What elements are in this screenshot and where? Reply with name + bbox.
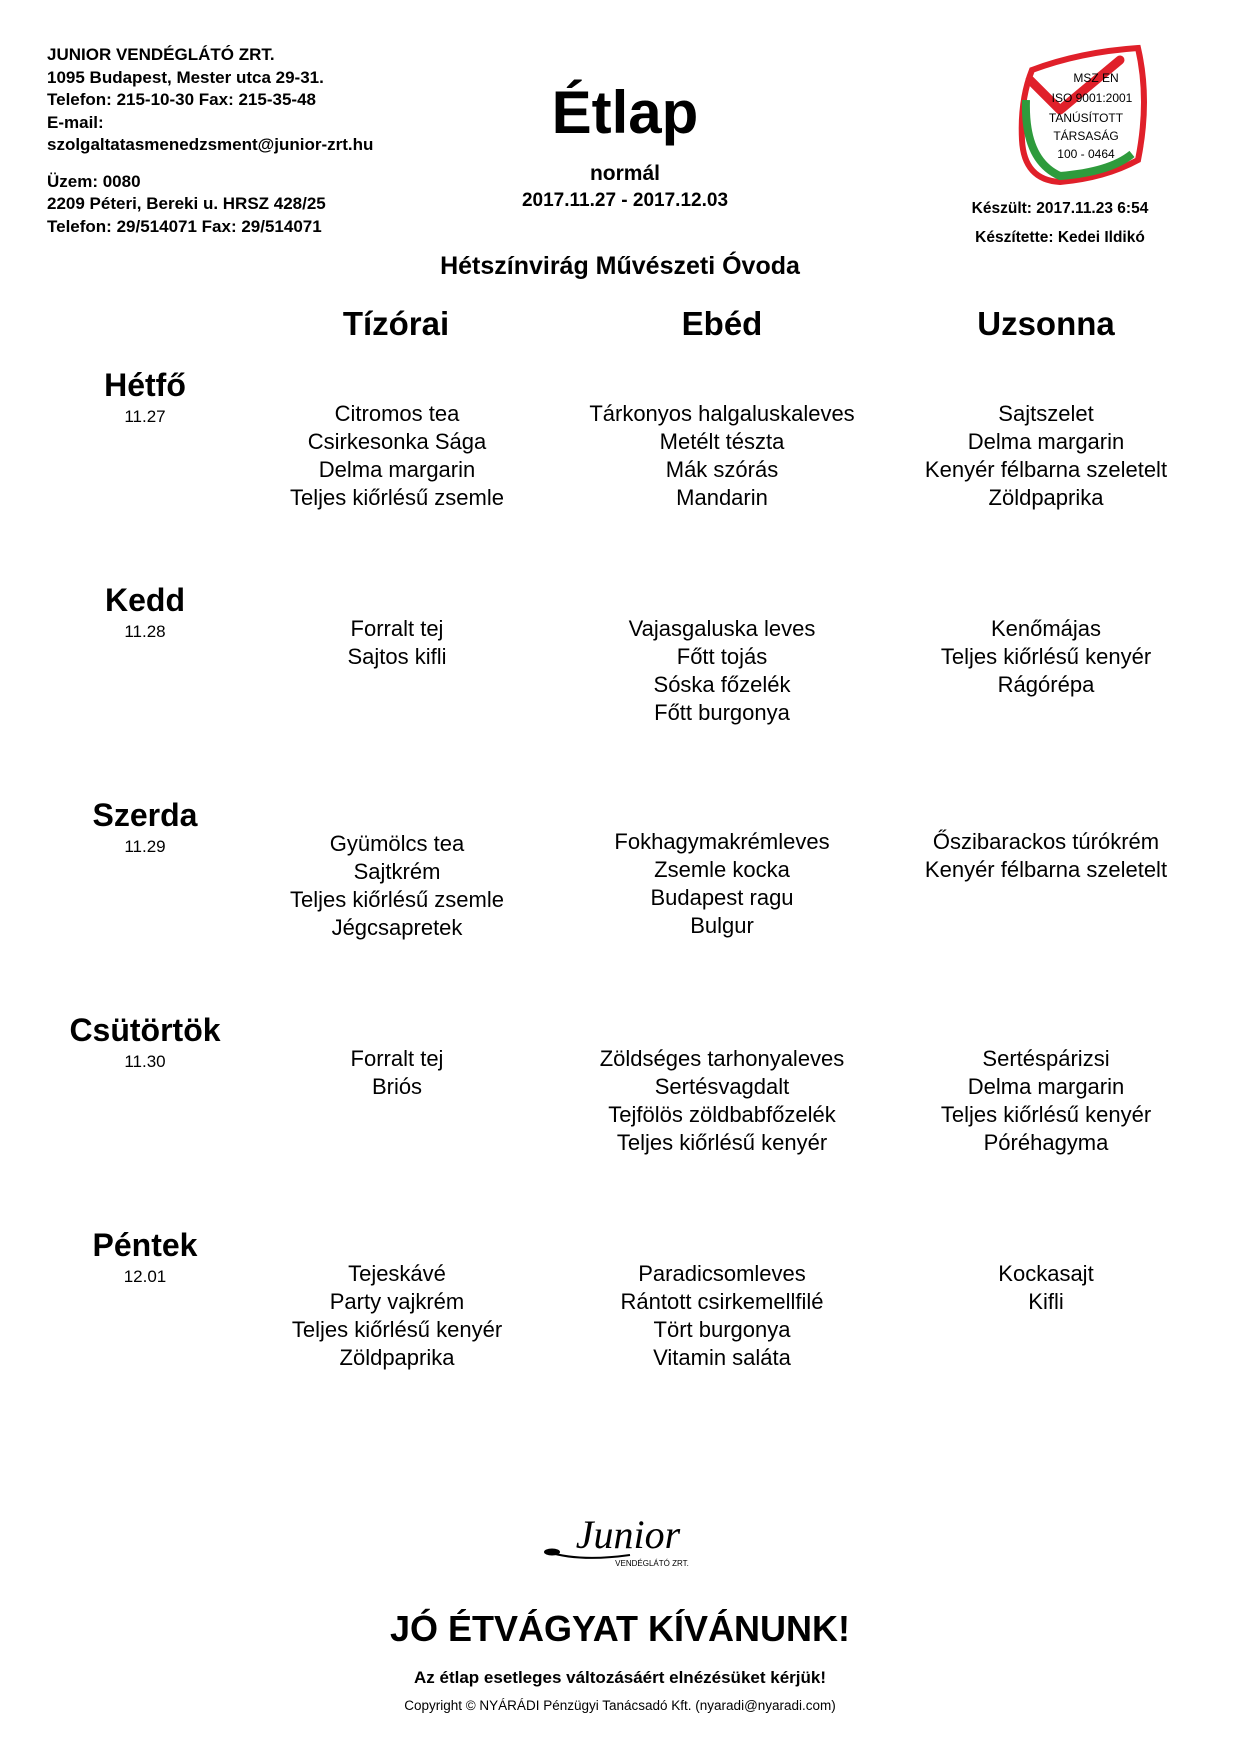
spoon-icon	[544, 1549, 560, 1556]
column-header-ebed: Ebéd	[681, 305, 763, 342]
plant-phone: Telefon: 29/514071 Fax: 29/514071	[47, 216, 322, 236]
menu-item: Vajasgaluska leves	[628, 616, 816, 641]
menu-item: Főtt burgonya	[654, 700, 790, 725]
meal-cell-uzsonna	[886, 1045, 1206, 1157]
menu-item: Gyümölcs tea	[329, 831, 465, 856]
copyright: Copyright © NYÁRÁDI Pénzügyi Tanácsadó Kft. (nyaradi@nyaradi.com)	[404, 1698, 836, 1713]
made-by: Készítette: Kedei Ildikó	[975, 229, 1145, 246]
menu-item: Tört burgonya	[653, 1317, 791, 1342]
day-date: 11.30	[124, 1052, 166, 1071]
menu-item: Sertésvagdalt	[654, 1074, 790, 1099]
meal-cell-ebed	[562, 400, 882, 512]
company-email: szolgaltatasmenedzsment@junior-zrt.hu	[47, 135, 374, 154]
company-info	[47, 44, 373, 238]
menu-item: Rágórépa	[997, 672, 1095, 697]
menu-header	[420, 80, 830, 214]
logo-tagline: VENDÉGLÁTÓ ZRT.	[615, 1559, 689, 1568]
junior-logo	[540, 1508, 710, 1578]
meal-cell-uzsonna	[886, 615, 1206, 699]
menu-item: Kifli	[1028, 1289, 1064, 1314]
menu-item: Sajtos kifli	[347, 644, 447, 669]
day-date: 11.27	[124, 407, 166, 426]
cert-line-1: MSZ EN	[1073, 71, 1119, 85]
menu-item: Delma margarin	[318, 457, 476, 482]
menu-item: Őszibarackos túrókrém	[932, 829, 1160, 854]
day-label	[45, 1010, 245, 1072]
plant-id: Üzem: 0080	[47, 171, 141, 191]
menu-item: Forralt tej	[350, 1046, 444, 1071]
meal-cell-ebed	[562, 1260, 882, 1372]
day-date: 12.01	[123, 1267, 167, 1286]
menu-item: Zöldpaprika	[339, 1345, 455, 1370]
meal-cell-uzsonna	[886, 400, 1206, 512]
meal-cell-ebed	[562, 828, 882, 940]
menu-item: Vitamin saláta	[653, 1345, 791, 1370]
menu-type: normál	[589, 162, 660, 185]
menu-item: Kenyér félbarna szeletelt	[924, 857, 1168, 882]
menu-item: Teljes kiőrlésű zsemle	[290, 887, 504, 912]
menu-item: Rántott csirkemellfilé	[620, 1289, 824, 1314]
menu-item: Citromos tea	[334, 401, 460, 426]
day-name: Kedd	[105, 582, 185, 618]
meal-cell-uzsonna	[886, 1260, 1206, 1316]
menu-item: Sajtszelet	[998, 401, 1094, 426]
menu-item: Teljes kiőrlésű zsemle	[290, 485, 504, 510]
meal-cell-tizorai	[237, 615, 557, 671]
menu-item: Póréhagyma	[983, 1130, 1109, 1155]
change-note: Az étlap esetleges változásáért elnézésüket kérjük!	[414, 1668, 826, 1687]
cert-line-2: ISO 9001:2001	[1051, 91, 1133, 105]
day-name: Péntek	[92, 1227, 198, 1263]
menu-item: Zöldséges tarhonyaleves	[599, 1046, 845, 1071]
menu-item: Delma margarin	[967, 1074, 1125, 1099]
menu-item: Party vajkrém	[329, 1289, 465, 1314]
meal-cell-tizorai	[237, 830, 557, 942]
menu-item: Mák szórás	[665, 457, 779, 482]
menu-item: Tejfölös zöldbabfőzelék	[608, 1102, 836, 1127]
company-name: JUNIOR VENDÉGLÁTÓ ZRT.	[47, 45, 275, 64]
day-name: Hétfő	[104, 367, 186, 403]
column-header-uzsonna: Uzsonna	[977, 305, 1115, 342]
menu-item: Kockasajt	[998, 1261, 1094, 1286]
company-address: 1095 Budapest, Mester utca 29-31.	[47, 67, 324, 87]
menu-item: Metélt tészta	[659, 429, 785, 454]
day-label	[45, 795, 245, 857]
menu-item: Mandarin	[676, 485, 768, 510]
menu-item: Zöldpaprika	[988, 485, 1104, 510]
menu-item: Teljes kiőrlésű kenyér	[940, 644, 1152, 669]
meal-cell-tizorai	[237, 1260, 557, 1372]
menu-item: Teljes kiőrlésű kenyér	[940, 1102, 1152, 1127]
made-date: Készült: 2017.11.23 6:54	[971, 200, 1149, 217]
menu-item: Sertéspárizsi	[982, 1046, 1110, 1071]
column-header-tizorai: Tízórai	[342, 305, 450, 342]
menu-item: Kenőmájas	[990, 616, 1102, 641]
page-title: Étlap	[551, 79, 699, 146]
menu-item: Csirkesonka Sága	[307, 429, 487, 454]
menu-item: Zsemle kocka	[654, 857, 790, 882]
menu-item: Budapest ragu	[650, 885, 794, 910]
logo-wordmark: Junior	[575, 1512, 681, 1557]
day-date: 11.28	[124, 622, 166, 641]
menu-item: Forralt tej	[350, 616, 444, 641]
menu-meta	[945, 194, 1175, 252]
day-date: 11.29	[124, 837, 166, 856]
menu-item: Tárkonyos halgaluskaleves	[589, 401, 855, 426]
meal-cell-tizorai	[237, 400, 557, 512]
company-phone: Telefon: 215-10-30 Fax: 215-35-48	[47, 90, 316, 109]
meal-cell-tizorai	[237, 1045, 557, 1101]
cert-line-4: TÁRSASÁG	[1053, 129, 1119, 143]
menu-item: Főtt tojás	[676, 644, 768, 669]
menu-item: Briós	[371, 1074, 423, 1099]
menu-period: 2017.11.27 - 2017.12.03	[521, 190, 729, 211]
menu-item: Kenyér félbarna szeletelt	[924, 457, 1168, 482]
iso-certificate-seal	[1010, 40, 1160, 190]
closing-message: JÓ ÉTVÁGYAT KÍVÁNUNK!	[389, 1608, 851, 1649]
plant-address: 2209 Péteri, Bereki u. HRSZ 428/25	[47, 194, 326, 213]
day-name: Csütörtök	[69, 1012, 221, 1048]
institution-name: Hétszínvirág Művészeti Óvoda	[440, 252, 800, 280]
meal-cell-uzsonna	[886, 828, 1206, 884]
meal-cell-ebed	[562, 615, 882, 727]
day-label	[45, 580, 245, 642]
menu-item: Fokhagymakrémleves	[614, 829, 830, 854]
meal-cell-ebed	[562, 1045, 882, 1157]
day-label	[45, 365, 245, 427]
cert-line-3: TANÚSÍTOTT	[1048, 111, 1124, 125]
menu-item: Teljes kiőrlésű kenyér	[291, 1317, 503, 1342]
menu-item: Tejeskávé	[348, 1261, 446, 1286]
menu-item: Paradicsomleves	[638, 1261, 806, 1286]
menu-item: Bulgur	[690, 913, 754, 938]
menu-item: Sóska főzelék	[653, 672, 791, 697]
cert-line-5: 100 - 0464	[1057, 147, 1115, 161]
menu-item: Jégcsapretek	[331, 915, 463, 940]
day-name: Szerda	[92, 797, 198, 833]
menu-item: Sajtkrém	[353, 859, 441, 884]
day-label	[45, 1225, 245, 1287]
menu-item: Teljes kiőrlésű kenyér	[616, 1130, 828, 1155]
company-email-label: E-mail:	[47, 112, 104, 132]
menu-item: Delma margarin	[967, 429, 1125, 454]
